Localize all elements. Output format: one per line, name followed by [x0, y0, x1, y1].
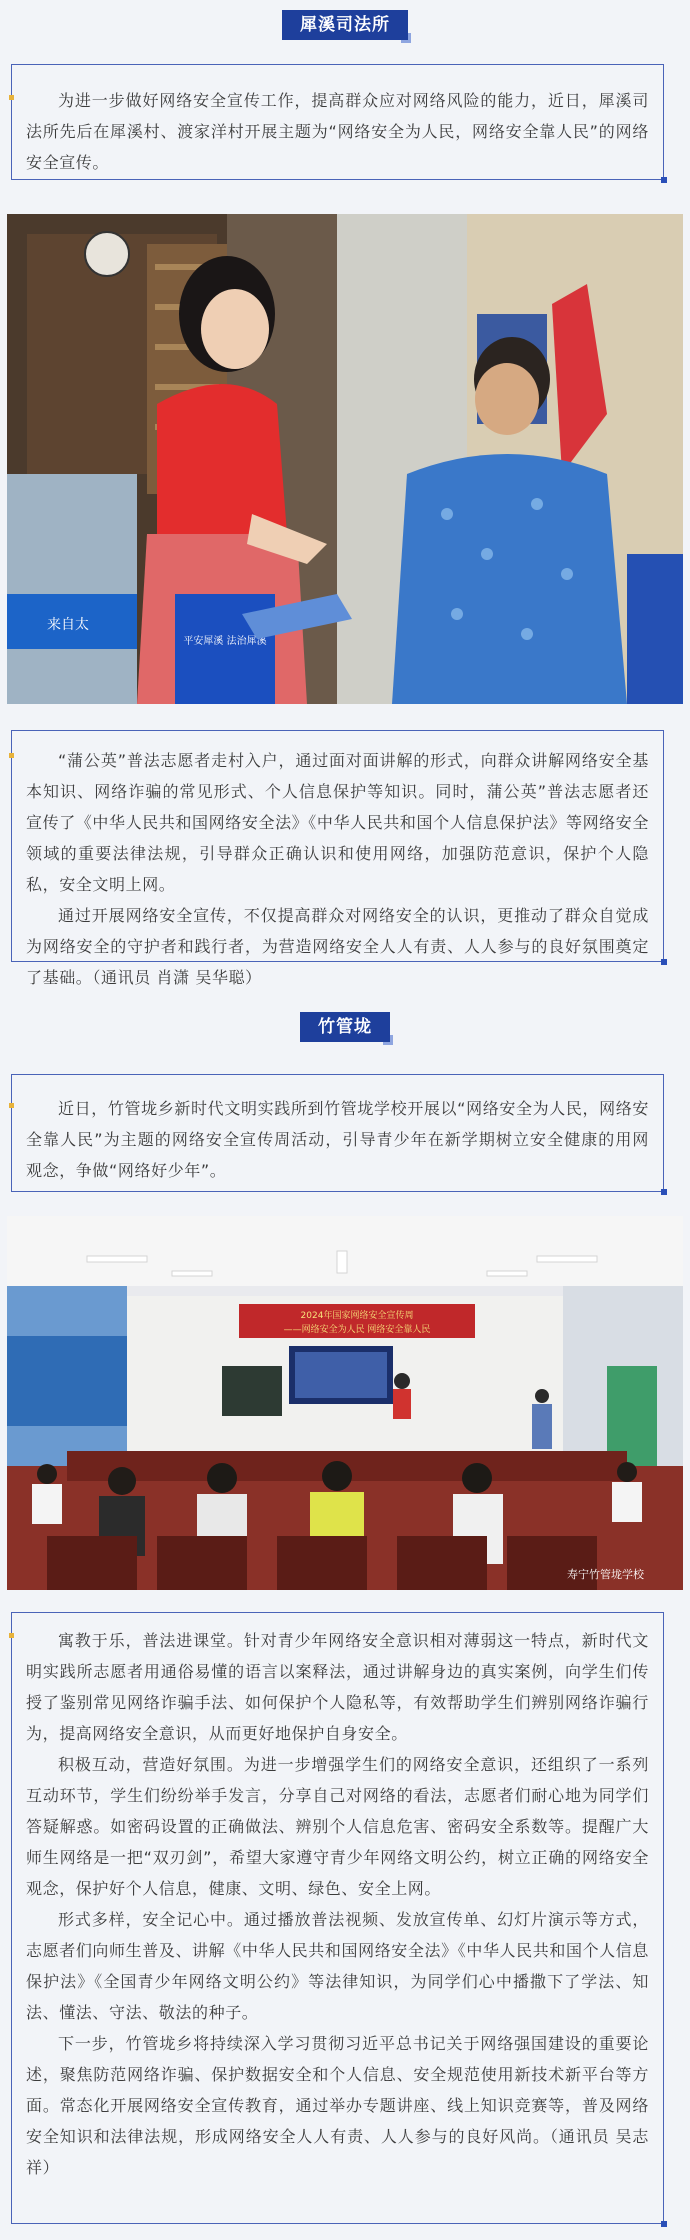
- box-corner-dot: [9, 753, 14, 758]
- shop-sign-text: 来自太: [47, 617, 89, 633]
- section2-paragraph: 寓教于乐，普法进课堂。针对青少年网络安全意识相对薄弱这一特点，新时代文明实践所志愿者用通俗易懂的语言以案释法，通过讲解身边的真实案例，向学生们传授了鉴别常见网络诈骗手法、如何保护个人隐私等，有效帮助学生们辨别网络诈骗行为，提高网络安全意识，从而更好地保护自身安全。: [26, 1631, 649, 1743]
- box-corner-dot: [9, 1103, 14, 1108]
- box-corner-square: [661, 1189, 667, 1195]
- section1-body-box: [11, 730, 664, 987]
- section1-intro-box: [11, 64, 664, 180]
- section2-intro-text: 近日，竹管垅乡新时代文明实践所到竹管垅学校开展以“网络安全为人民，网络安全靠人民”为主题的网络安全宣传周活动，引导青少年在新学期树立安全健康的用网观念，争做“网络好少年”。: [26, 1099, 649, 1180]
- section2-paragraph: 下一步，竹管垅乡将持续深入学习贯彻习近平总书记关于网络强国建设的重要论述，聚焦防范网络诈骗、保护数据安全和个人信息、安全规范使用新技术新平台等方面。常态化开展网络安全宣传教育，通过举办专题讲座、线上知识竞赛等，普及网络安全知识和法律法规，形成网络安全人人有责、人人参与的良好风尚。（通讯员 吴志祥）: [26, 2034, 649, 2177]
- section1-intro-text: 为进一步做好网络安全宣传工作，提高群众应对网络风险的能力，近日，犀溪司法所先后在犀溪村、渡家洋村开展主题为“网络安全为人民，网络安全靠人民”的网络安全宣传。: [26, 91, 649, 172]
- section2-body-box: [11, 1612, 664, 2224]
- section2-paragraph: 积极互动，营造好氛围。为进一步增强学生们的网络安全意识，还组织了一系列互动环节，学生们纷纷举手发言，分享自己对网络的看法，志愿者们耐心地为同学们答疑解惑。如密码设置的正确做法、辨别个人信息危害、密码安全系数等。提醒广大师生网络是一把“双刃剑”，希望大家遵守青少年网络文明公约，树立正确的网络安全观念，保护好个人信息，健康、文明、绿色、安全上网。: [26, 1755, 649, 1898]
- box-corner-dot: [9, 1633, 14, 1638]
- photo-banner-line2: ——网络安全为人民 网络安全靠人民: [283, 1325, 431, 1335]
- box-corner-square: [661, 2221, 667, 2227]
- bag-slogan: 平安犀溪 法治犀溪: [183, 636, 267, 647]
- photo-watermark: 寿宁竹管垅学校: [567, 1568, 644, 1581]
- box-corner-square: [661, 177, 667, 183]
- section1-paragraph: 通过开展网络安全宣传，不仅提高群众对网络安全的认识，更推动了群众自觉成为网络安全的守护者和践行者，为营造网络安全人人有责、人人参与的良好氛围奠定了基础。（通讯员 肖潇 吴华聪）: [26, 906, 649, 987]
- section1-tag: 犀溪司法所: [282, 10, 408, 40]
- section2-intro-box: [11, 1074, 664, 1192]
- section1-paragraph: “蒲公英”普法志愿者走村入户，通过面对面讲解的形式，向群众讲解网络安全基本知识、网络诈骗的常见形式、个人信息保护等知识。同时，蒲公英”普法志愿者还宣传了《中华人民共和国网络安全法》《中华人民共和国个人信息保护法》等网络安全领域的重要法律法规，引导群众正确认识和使用网络，加强防范意识，保护个人隐私，安全文明上网。: [26, 751, 649, 894]
- section1-photo: [7, 214, 683, 704]
- box-corner-dot: [9, 95, 14, 100]
- section2-paragraph: 形式多样，安全记心中。通过播放普法视频、发放宣传单、幻灯片演示等方式，志愿者们向师生普及、讲解《中华人民共和国网络安全法》《中华人民共和国个人信息保护法》《全国青少年网络文明公约》等法律知识，为同学们心中播撒下了学法、知法、懂法、守法、敬法的种子。: [26, 1910, 649, 2022]
- section2-photo: [7, 1216, 683, 1590]
- section1-tag-wrap: [0, 10, 690, 40]
- section2-tag: 竹管垅: [300, 1012, 390, 1042]
- photo-banner-line1: 2024年国家网络安全宣传周: [300, 1311, 414, 1321]
- section2-tag-wrap: [0, 1012, 690, 1042]
- box-corner-square: [661, 959, 667, 965]
